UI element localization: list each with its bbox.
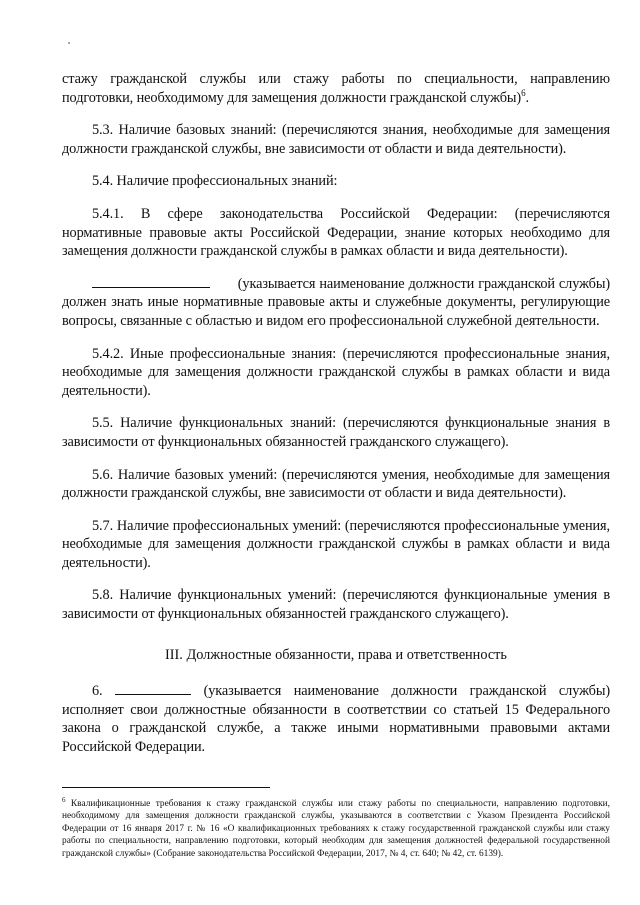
paragraph-5-4-1-position bbox=[62, 275, 610, 331]
footnote-ref[interactable]: 6 bbox=[521, 87, 526, 98]
paragraph-text: (указывается наименование должности гражданской службы) должен знать иные нормативные правовые акты и служебные документы, регулирующие вопросы, связанные с областью и видом его профессиональной служебной деятельности. bbox=[62, 275, 610, 329]
footnote-separator bbox=[62, 787, 270, 788]
paragraph-number: 6. bbox=[92, 683, 103, 700]
paragraph-text: стажу гражданской службы или стажу работы по специальности, направлению подготовки, необходимому для замещения должности гражданской службы) bbox=[62, 71, 610, 106]
blank-line bbox=[92, 275, 210, 288]
footnote bbox=[62, 795, 611, 861]
footnote-text: Квалификационные требования к стажу гражданской службы или стажу работы по специальности, направлению подготовки, необходимому для замещения должности гражданской службы, указываются в соответствии с Указом Президента Российской Федерации от 16 января 2017 г. № 16 «О квалификационных требованиях к стажу государственной гражданской службы или стажу работы по специальности, направлению подготовки, который необходим для замещения должностей федеральной государственной гражданской службы» (Собрание законодательства Российской Федерации, 2017, № 4, ст. 640; № 42, ст. 6139). bbox=[62, 798, 611, 859]
scan-speck bbox=[68, 42, 70, 44]
paragraph-5-6: 5.6. Наличие базовых умений: (перечисляются умения, необходимые для замещения должности гражданской службы, вне зависимости от области и вида деятельности). bbox=[62, 466, 610, 502]
paragraph-6 bbox=[62, 682, 610, 756]
paragraph-5-8: 5.8. Наличие функциональных умений: (перечисляются функциональные умения в зависимости от функциональных обязанностей гражданского служащего). bbox=[62, 587, 610, 623]
footnote-mark: 6 bbox=[62, 795, 66, 804]
paragraph-5-4: 5.4. Наличие профессиональных знаний: bbox=[92, 173, 338, 190]
paragraph-5-5: 5.5. Наличие функциональных знаний: (перечисляются функциональные знания в зависимости от функциональных обязанностей гражданского служащего). bbox=[62, 415, 610, 450]
section-heading: III. Должностные обязанности, права и ответственность bbox=[165, 646, 507, 663]
paragraph-end: . bbox=[525, 89, 529, 106]
paragraph-5-4-2: 5.4.2. Иные профессиональные знания: (перечисляются профессиональные знания, необходимые для замещения должности гражданской службы в рамках области и вида деятельности). bbox=[62, 345, 610, 399]
paragraph-5-4-1: 5.4.1. В сфере законодательства Российской Федерации: (перечисляются нормативные правовые акты Российской Федерации, знание которых необходимо для замещения должности гражданской службы в рамках области и вида деятельности). bbox=[62, 205, 610, 260]
blank-line bbox=[115, 682, 191, 695]
paragraph-5-7: 5.7. Наличие профессиональных умений: (перечисляются профессиональные умения, необходимые для замещения должности гражданской службы в рамках области и вида деятельности). bbox=[62, 517, 610, 571]
paragraph-text: (указывается наименование должности гражданской службы) исполняет свои должностные обязанности в соответствии со статьей 15 Федерального закона о гражданской службе, а также иными нормативными правовыми актами Российской Федерации. bbox=[62, 683, 610, 756]
paragraph-continued bbox=[62, 70, 610, 107]
document-page bbox=[62, 70, 610, 861]
paragraph-5-3: 5.3. Наличие базовых знаний: (перечисляются знания, необходимые для замещения должности гражданской службы, вне зависимости от области и вида деятельности). bbox=[62, 122, 610, 157]
